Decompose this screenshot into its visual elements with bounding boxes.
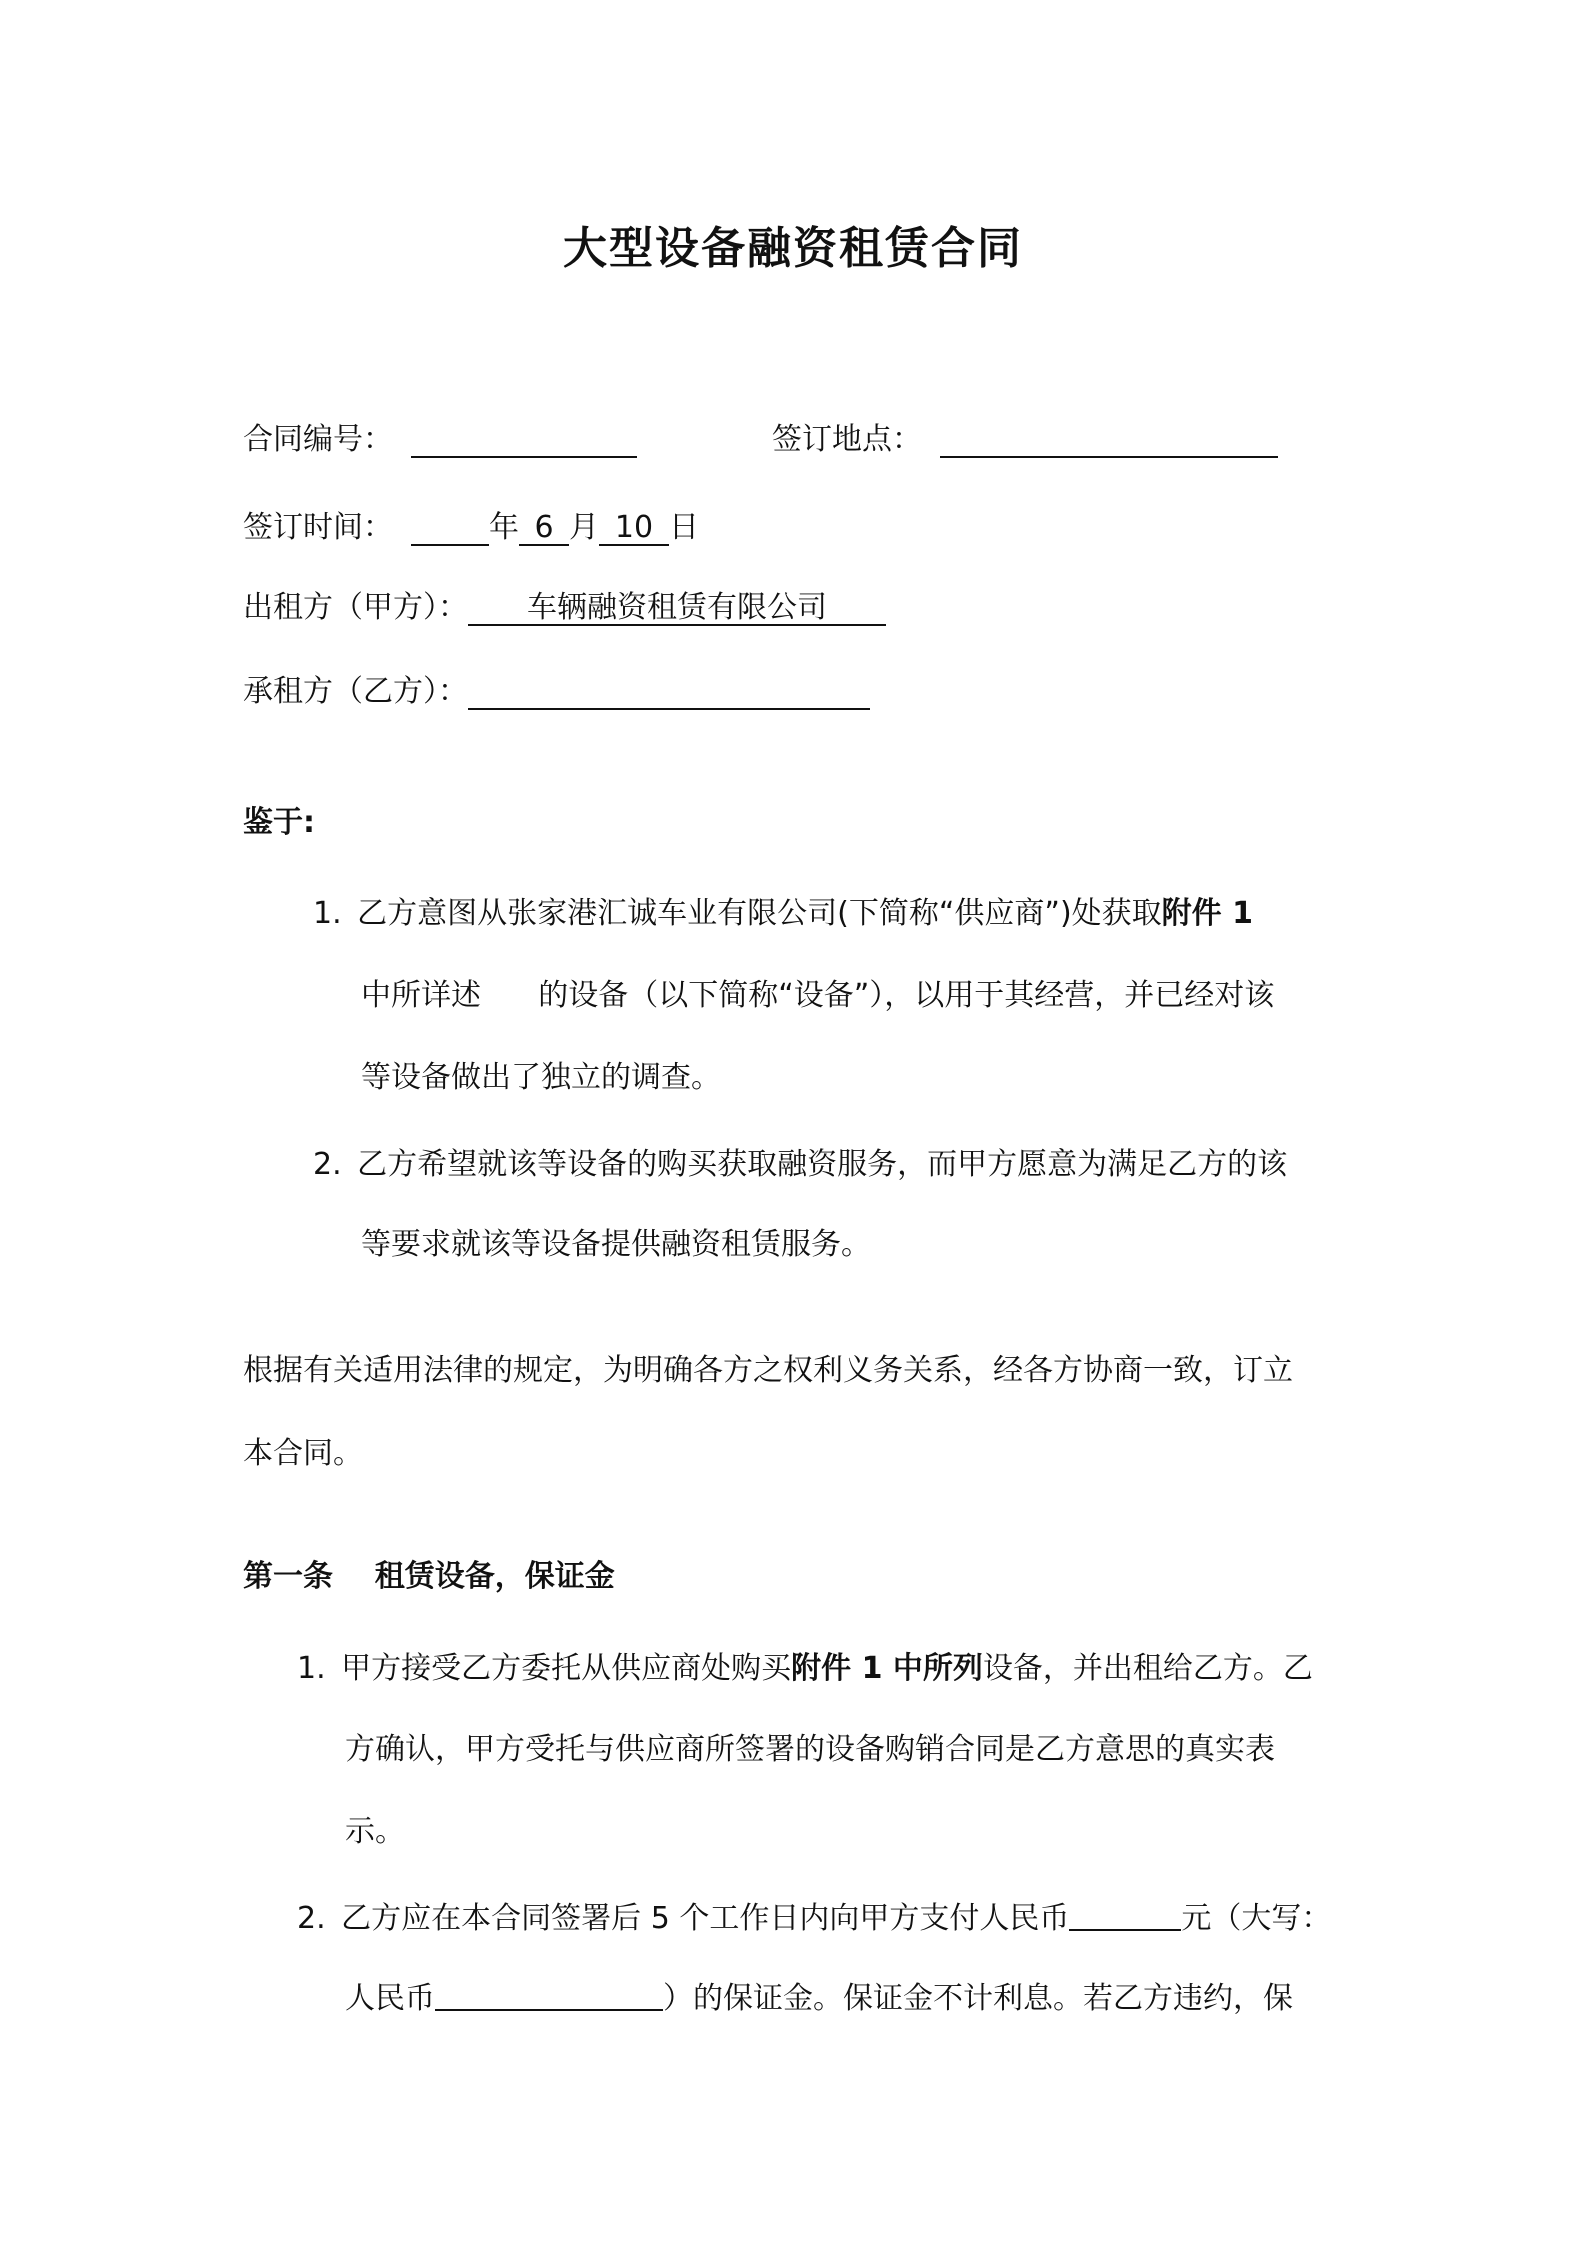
lessee-label: 承租方（乙方）： [243, 674, 468, 709]
list-number: 1. [313, 896, 342, 931]
lessee-row [243, 672, 870, 712]
whereas-item-1-line1 [313, 888, 1253, 932]
day-field[interactable]: 10 [599, 508, 669, 546]
list-number: 2. [297, 1901, 326, 1936]
article1-item-2-text-d: ）的保证金。保证金不计利息。若乙方违约，保 [663, 1981, 1293, 2016]
lessor-field[interactable]: 车辆融资租赁有限公司 [468, 588, 886, 626]
article1-item-1-text-a: 甲方接受乙方委托从供应商处购买 [341, 1651, 792, 1686]
basis-line2: 本合同。 [243, 1436, 363, 1471]
sign-place-label: 签订地点： [772, 422, 922, 457]
month-unit: 月 [569, 510, 599, 545]
year-unit: 年 [489, 510, 519, 545]
year-field[interactable] [411, 508, 489, 546]
sign-place-row [772, 420, 1278, 460]
day-unit: 日 [669, 510, 699, 545]
whereas-item-1-line2: 中所详述 的设备（以下简称“设备”），以用于其经营，并已经对该 [361, 978, 1275, 1013]
lessor-label: 出租方（甲方）： [243, 590, 468, 625]
whereas-item-1-line3: 等设备做出了独立的调查。 [361, 1060, 721, 1095]
month-field[interactable]: 6 [519, 508, 569, 546]
document-title: 大型设备融资租赁合同 [563, 223, 1023, 274]
sign-time-row [243, 508, 699, 548]
list-number: 1. [297, 1651, 326, 1686]
contract-no-row [243, 420, 637, 460]
article1-item-1-line1 [297, 1643, 1313, 1687]
article1-item-2-line2 [345, 1973, 1293, 2017]
article1-item-2-line1 [297, 1893, 1331, 1937]
list-number: 2. [313, 1147, 342, 1182]
article1-item-1-line2: 方确认，甲方受托与供应商所签署的设备购销合同是乙方意思的真实表 [345, 1732, 1275, 1767]
deposit-amount-field[interactable] [1069, 1893, 1181, 1931]
sign-place-field[interactable] [940, 420, 1278, 458]
whereas-item-2-line2: 等要求就该等设备提供融资租赁服务。 [361, 1227, 871, 1262]
article1-item-2-text-a: 乙方应在本合同签署后 5 个工作日内向甲方支付人民币 [341, 1901, 1070, 1936]
article1-item-1-text-c: 设备，并出租给乙方。乙 [982, 1651, 1313, 1686]
article1-heading: 第一条 租赁设备，保证金 [243, 1559, 615, 1594]
article1-item-2-text-b: 元（大写： [1181, 1901, 1332, 1936]
contract-no-field[interactable] [411, 420, 637, 458]
whereas-item-2-line1 [313, 1139, 1287, 1183]
contract-no-label: 合同编号： [243, 422, 393, 457]
deposit-amount-words-field[interactable] [435, 1973, 663, 2011]
annex-ref: 附件 1 [1161, 896, 1253, 931]
whereas-heading: 鉴于: [243, 805, 315, 840]
sign-time-label: 签订时间： [243, 510, 393, 545]
whereas-item-1-text: 乙方意图从张家港汇诚车业有限公司(下简称“供应商”)处获取 [357, 896, 1162, 931]
basis-line1: 根据有关适用法律的规定，为明确各方之权利义务关系，经各方协商一致，订立 [243, 1353, 1293, 1388]
lessor-row [243, 588, 886, 628]
article1-item-1-line3: 示。 [345, 1814, 405, 1849]
whereas-item-2-text: 乙方希望就该等设备的购买获取融资服务，而甲方愿意为满足乙方的该 [357, 1147, 1288, 1182]
annex-ref: 附件 1 中所列 [791, 1651, 983, 1686]
lessee-field[interactable] [468, 672, 870, 710]
article1-item-2-text-c: 人民币 [345, 1981, 435, 2016]
